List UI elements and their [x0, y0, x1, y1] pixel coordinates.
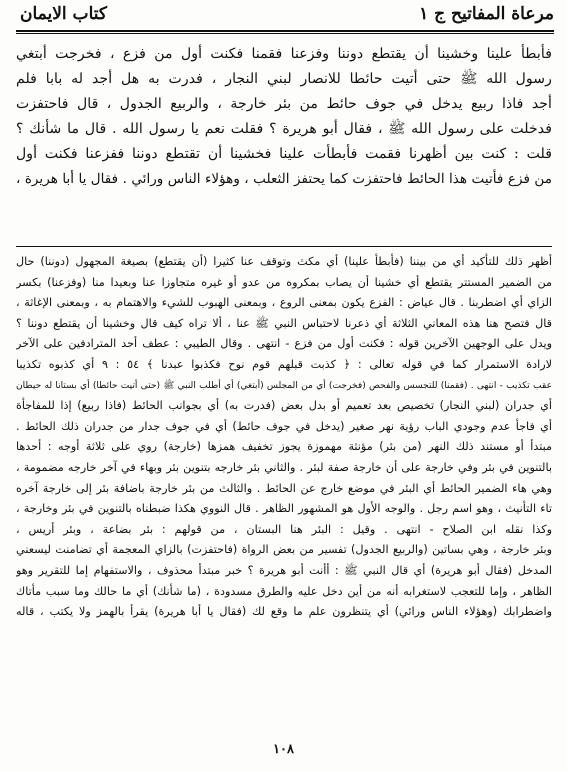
commentary-line: الزاي أي اضطربنا . قال عياض : الفزع يكون بمعنى الروع ، وبمعنى الهبوب للشيء والاهتمام به ، وبمعنى الإغاثة ،	[16, 296, 552, 310]
commentary-line: مبتدأ أو مستند ذلك النهر (من بئر) مؤنثة مهموزة يجوز تخفيف همزها (خارجة) روي على ثلاثة أوجه : أحدها	[16, 440, 552, 454]
hadith-line: من فزع فأتيت هذا الحائط فاحتفزت كما يحتفز الثعلب ، وهؤلاء الناس ورائي . فقال يا أبا هريرة ،	[16, 171, 552, 187]
commentary-line: أي جدران (لبني النجار) تخصيص بعد تعميم أو بدل بعض (فدرت به) أي بجوانب الحائط (فاذا ربيع) إذا للمفاجأة	[16, 399, 552, 413]
hadith-text	[16, 42, 552, 192]
hadith-line: قلت : كنت بين أظهرنا فقمت فأبطأت علينا فخشينا أن تقتطع دوننا ففزعنا فكنت أول	[16, 146, 552, 162]
commentary-line: وكذا نقله ابن الصلاح - انتهى . وقيل : البئر هنا البستان ، من قولهم : بئر بضاعة ، وبئر أريس ،	[16, 522, 552, 536]
hadith-line: أجد فاذا ربيع يدخل في جوف حائط من بئر خارجة ، والربيع الجدول ، قال فاحتفزت	[16, 96, 552, 112]
page-number: ١٠٨	[273, 742, 294, 757]
header-rule-thick	[16, 30, 554, 32]
commentary-line: واضطرابك (وهؤلاء الناس ورائي) أي يتنظرون علم ما وقع لك (فقال يا أبا هريرة) يقرأ بالهمز ولا يكتب ، قاله	[16, 605, 552, 619]
commentary-line: لارادة الاستمرار كما في قوله تعالى : ﴿ كذبت قبلهم قوم نوح فكذبوا عبدنا ﴾ ٥٤ : ٩ أي كذبوه تكذيبا	[16, 357, 552, 371]
running-header	[14, 4, 556, 30]
commentary-line: وبئر خارجة ، وهي بساتين (والربيع الجدول) تفسير من بعض الرواة (فاحتفزت) بالزاي المعجمة أي تضامنت ليسعني	[16, 543, 552, 557]
commentary-line: الظاهر ، وإما للتعجب لاستغرابه أنه من أين دخل عليه والطرق مسدودة ، (ما شأنك) أي ما حالك وما سبب مأتاك	[16, 584, 552, 598]
commentary-line: عقب تكذيب - انتهى . (فقمنا) للتجسس والفحص (فخرجت) أي من المجلس (أبتغي) أي أطلب النبي ﷺ (حتى أتيت حائطا) أي بستانا له حيطان	[16, 380, 552, 391]
commentary-separator	[16, 246, 552, 247]
commentary-line: وهي هاء الضمير الحائط أي البئر في موضع خارج عن الحائط . والثالث من بئر خارجة باضافة بئر إلى خارجة آخره	[16, 481, 552, 495]
commentary-line: بالتنوين في بئر وفي خارجة على أن خارجة صفة لبئر . والثاني بئر خارجه بتنوين بئر وبهاء في آخر خارجه مضمومة ،	[16, 460, 552, 474]
commentary-text	[16, 252, 552, 623]
hadith-line: فدخلت على رسول الله ﷺ ، فقال أبو هريرة ؟ فقلت نعم يا رسول الله . قال ما شأنك ؟	[16, 121, 552, 137]
chapter-title: كتاب الايمان	[20, 4, 107, 24]
commentary-line: تاء التأنيث ، وهو اسم رجل . والوجه الأول هو المشهور الظاهر . قال النووي هكذا ضبطناه بالتنوين في بئر وخارجة ،	[16, 502, 552, 516]
commentary-line: ويدل على الوجهين الآخرين قوله : فكنت أول من فزع - انتهى . وقال الطيبي : عطف أحد المترادفين على الآخر	[16, 337, 552, 351]
commentary-line: قال فتصح هنا هذه المعاني الثلاثة أي ذعرنا لاحتباس النبي ﷺ عنا ، ألا تراه كيف قال وخشينا أن يقتطع دوننا ؟	[16, 316, 552, 330]
book-title: مرعاة المفاتيح ج ١	[419, 4, 554, 24]
commentary-line: أي فاجأ عدم وجودي الباب رؤية نهر صغير (يدخل في جوف حائط) أي في جوف جدار من جدران ذلك الحائط .	[16, 419, 552, 433]
commentary-line: من الضمير المستتر يقتطع أي خشينا أن يصاب بمكروه من عدو أو غيره متجاوزا عنا وبعيدا منا (وفزعنا) بكسر	[16, 275, 552, 289]
header-rule-thin	[16, 33, 554, 34]
commentary-line: المدخل (فقال أبو هريرة) أي قال النبي ﷺ : أأنت أبو هريرة ؟ خبر مبتدأ محذوف ، والاستفهام إما للتقرير وهو	[16, 563, 552, 577]
hadith-line: فأبطأ علينا وخشينا أن يقتطع دوننا وفزعنا فقمنا فكنت أول من فزع ، فخرجت أبتغي	[16, 46, 552, 62]
commentary-line: أظهر ذلك للتأكيد أي من بيننا (فأبطأ علينا) أي مكث وتوقف عنا كثيرا (أن يقتطع) بصيغة المجهول (دوننا) حال	[16, 255, 552, 268]
hadith-line: رسول الله ﷺ حتى أتيت حائطا للانصار لبني النجار ، فدرت به هل أجد له بابا فلم	[16, 71, 552, 87]
